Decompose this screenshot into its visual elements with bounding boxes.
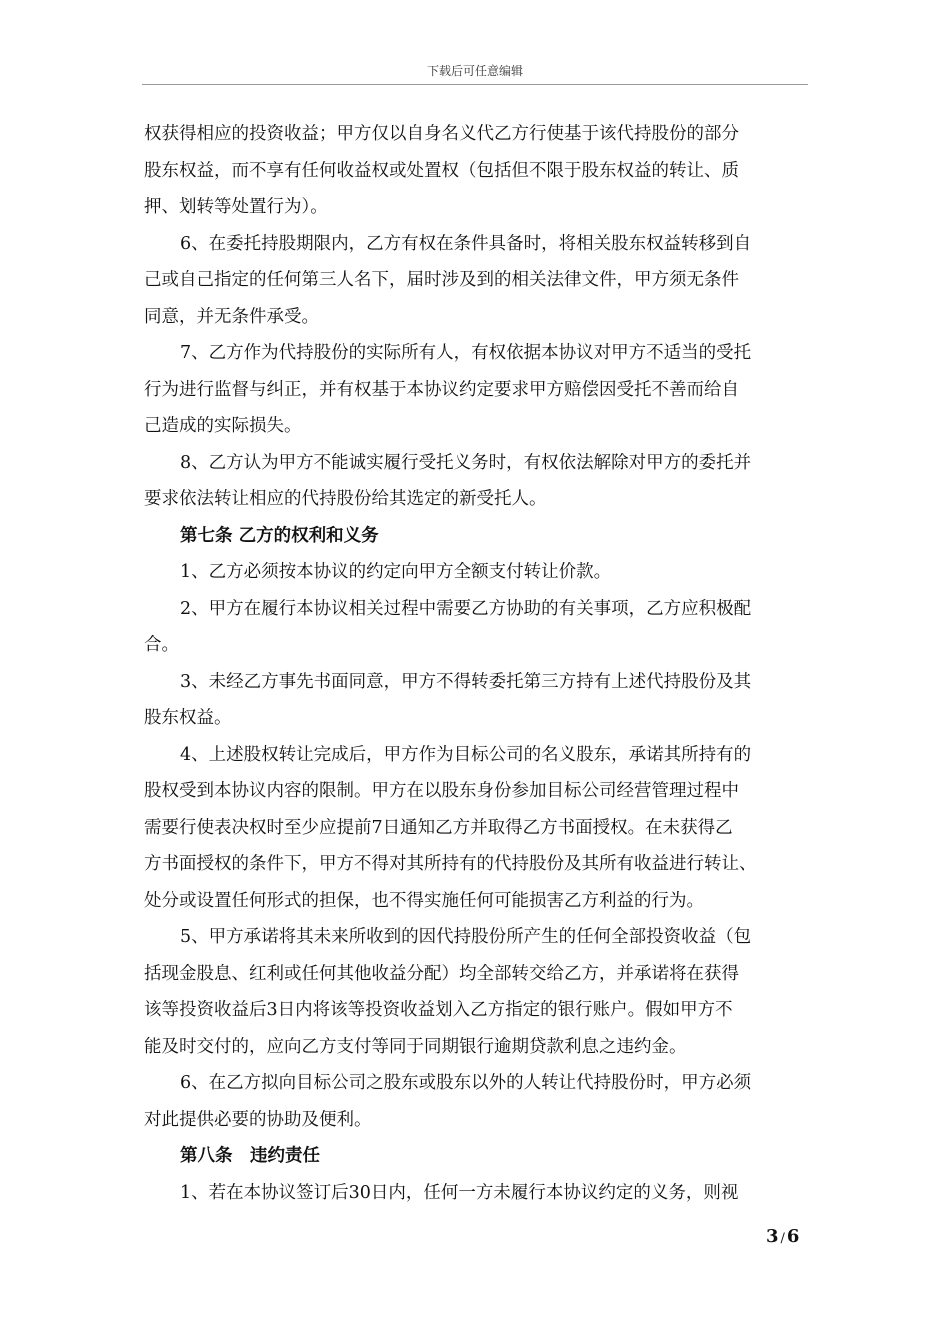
paragraph-line: 括现金股息、红利或任何其他收益分配）均全部转交给乙方，并承诺将在获得 [144, 963, 739, 984]
paragraph-line: 1、若在本协议签订后30日内，任何一方未履行本协议约定的义务，则视 [180, 1182, 739, 1203]
current-page-number: 3 [766, 1226, 779, 1247]
paragraph-line: 股东权益，而不享有任何收益权或处置权（包括但不限于股东权益的转让、质 [144, 160, 739, 181]
paragraph-line: 需要行使表决权时至少应提前7日通知乙方并取得乙方书面授权。在未获得乙 [144, 817, 733, 838]
paragraph-line: 1、乙方必须按本协议的约定向甲方全额支付转让价款。 [180, 562, 612, 582]
page-header: 下载后可任意编辑 [426, 64, 523, 78]
paragraph-line: 5、甲方承诺将其未来所收到的因代持股份所产生的任何全部投资收益（包 [180, 927, 752, 947]
paragraph-line: 权获得相应的投资收益；甲方仅以自身名义代乙方行使基于该代持股份的部分 [144, 124, 739, 144]
paragraph-line: 对此提供必要的协助及便利。 [144, 1109, 372, 1130]
total-page-count: 6 [786, 1226, 800, 1247]
paragraph-line: 行为进行监督与纠正，并有权基于本协议约定要求甲方赔偿因受托不善而给自 [144, 379, 739, 400]
paragraph-line: 处分或设置任何形式的担保，也不得实施任何可能损害乙方利益的行为。 [144, 890, 704, 911]
paragraph-line: 押、划转等处置行为）。 [144, 197, 328, 217]
paragraph-line: 合。 [144, 635, 179, 655]
paragraph-line: 股东权益。 [144, 708, 232, 728]
section-heading: 第七条 乙方的权利和义务 [180, 525, 379, 546]
paragraph-line: 7、乙方作为代持股份的实际所有人，有权依据本协议对甲方不适当的受托 [180, 343, 752, 363]
page-number [766, 1226, 799, 1247]
paragraph-line: 股权受到本协议内容的限制。甲方在以股东身份参加目标公司经营管理过程中 [144, 781, 739, 801]
paragraph-line: 6、在委托持股期限内，乙方有权在条件具备时，将相关股东权益转移到自 [180, 233, 752, 254]
paragraph-line: 同意，并无条件承受。 [144, 306, 319, 327]
paragraph-line: 4、上述股权转让完成后，甲方作为目标公司的名义股东，承诺其所持有的 [180, 744, 752, 765]
paragraph-line: 该等投资收益后3日内将该等投资收益划入乙方指定的银行账户。假如甲方不 [144, 1000, 733, 1020]
paragraph-line: 8、乙方认为甲方不能诚实履行受托义务时，有权依法解除对甲方的委托并 [180, 452, 752, 473]
paragraph-line: 方书面授权的条件下，甲方不得对其所持有的代持股份及其所有收益进行转让、 [144, 854, 757, 874]
paragraph-line: 能及时交付的，应向乙方支付等同于同期银行逾期贷款利息之违约金。 [144, 1036, 687, 1057]
page-number-separator: / [780, 1231, 785, 1246]
paragraph-line: 3、未经乙方事先书面同意，甲方不得转委托第三方持有上述代持股份及其 [180, 671, 752, 692]
paragraph-line: 6、在乙方拟向目标公司之股东或股东以外的人转让代持股份时，甲方必须 [180, 1073, 752, 1093]
paragraph-line: 己或自己指定的任何第三人名下，届时涉及到的相关法律文件，甲方须无条件 [144, 270, 739, 290]
header-divider [142, 84, 808, 85]
section-heading: 第八条 违约责任 [180, 1146, 320, 1166]
paragraph-line: 己造成的实际损失。 [144, 416, 302, 436]
document-body [144, 116, 810, 1211]
paragraph-line: 要求依法转让相应的代持股份给其选定的新受托人。 [144, 489, 547, 509]
paragraph-line: 2、甲方在履行本协议相关过程中需要乙方协助的有关事项，乙方应积极配 [180, 598, 752, 619]
